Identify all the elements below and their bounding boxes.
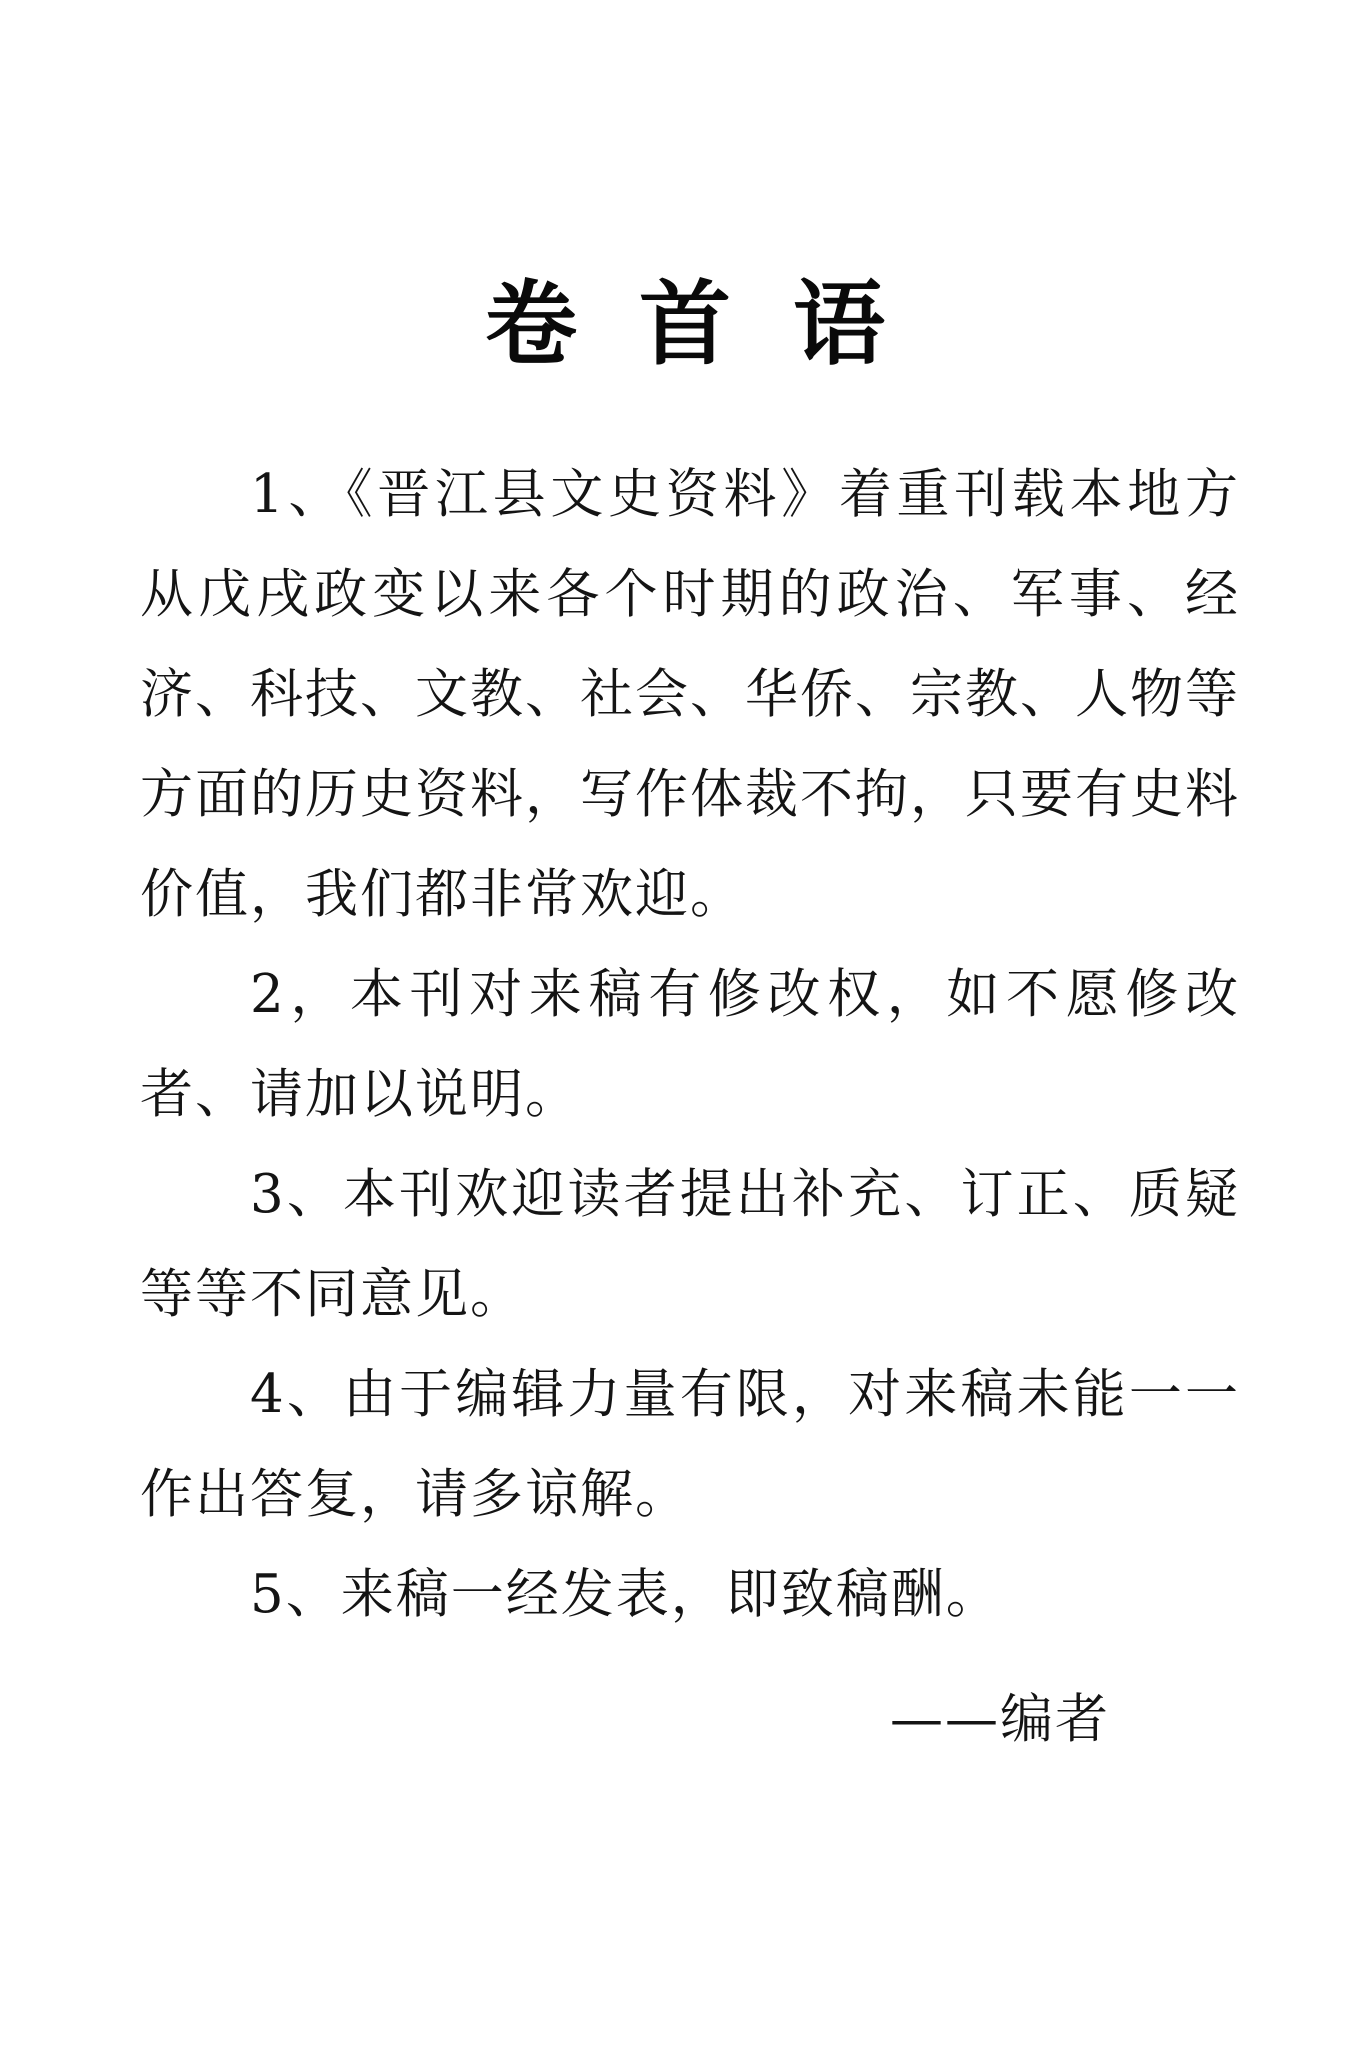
- paragraph-4: 4、由于编辑力量有限，对来稿未能一一作出答复，请多谅解。: [140, 1364, 1240, 1525]
- paragraph-5: 5、来稿一经发表，即致稿酬。: [250, 1564, 1001, 1625]
- signature: ——编者: [890, 1689, 1110, 1750]
- body-text: [140, 445, 1240, 1645]
- page-title: 卷首语: [484, 271, 947, 378]
- paragraph-2: 2，本刊对来稿有修改权，如不愿修改者、请加以说明。: [140, 964, 1240, 1125]
- paragraph-1: 1、《晋江县文史资料》着重刊载本地方从戊戌政变以来各个时期的政治、军事、经济、科技、文教、社会、华侨、宗教、人物等方面的历史资料，写作体裁不拘，只要有史料价值，我们都非常欢迎。: [140, 464, 1240, 925]
- paragraph-3: 3、本刊欢迎读者提出补充、订正、质疑等等不同意见。: [140, 1164, 1240, 1325]
